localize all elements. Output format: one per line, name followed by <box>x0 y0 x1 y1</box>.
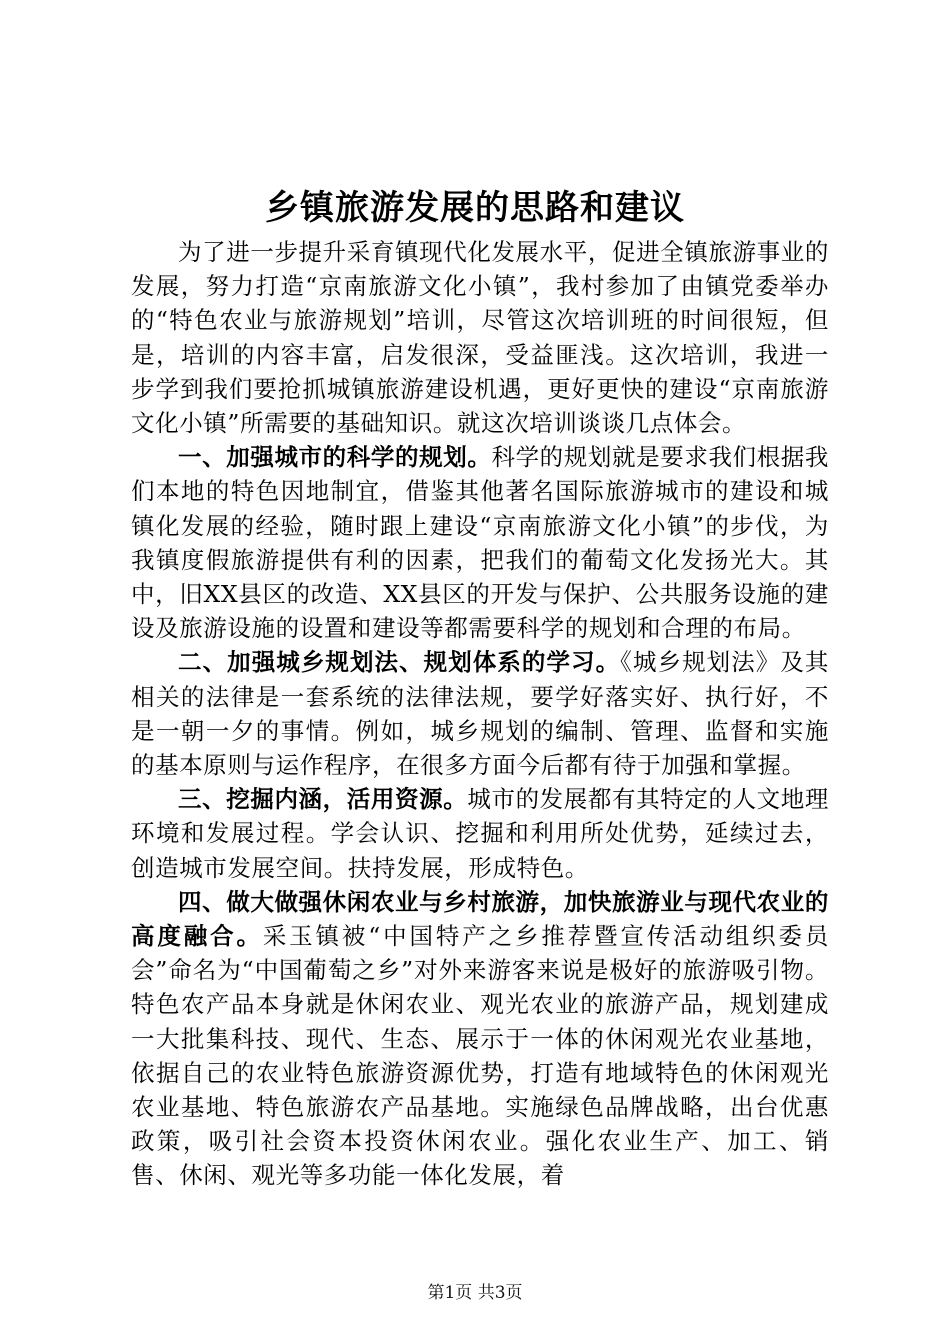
paragraph-section-4 <box>131 885 829 1193</box>
paragraph-text: 科学的规划就是要求我们根据我们本地的特色因地制宜，借鉴其他著名国际旅游城市的建设和城镇化发展的经验，随时跟上建设“京南旅游文化小镇”的步伐，为我镇度假旅游提供有利的因素，把我们的葡萄文化发扬光大。其中，旧XX县区的改造、XX县区的开发与保护、公共服务设施的建设及旅游设施的设置和建设等都需要科学的规划和合理的布局。 <box>131 443 829 643</box>
section-heading: 二、加强城乡规划法、规划体系的学习。 <box>178 648 621 677</box>
paragraph-text: 为了进一步提升采育镇现代化发展水平，促进全镇旅游事业的发展，努力打造“京南旅游文化小镇”，我村参加了由镇党委举办的“特色农业与旅游规划”培训，尽管这次培训班的时间很短，但是，培训的内容丰富，启发很深，受益匪浅。这次培训，我进一步学到我们要抢抓城镇旅游建设机遇，更好更快的建设“京南旅游文化小镇”所需要的基础知识。就这次培训谈谈几点体会。 <box>131 238 829 438</box>
paragraph-section-1 <box>131 440 829 645</box>
section-heading: 一、加强城市的科学的规划。 <box>178 443 492 472</box>
document-title: 乡镇旅游发展的思路和建议 <box>265 188 685 228</box>
page-footer: 第1页 共3页 <box>427 1283 523 1303</box>
paragraph-section-3 <box>131 782 829 885</box>
section-heading: 三、挖掘内涵，活用资源。 <box>178 785 468 814</box>
paragraph-text: 《城乡规划法》及其相关的法律是一套系统的法律法规，要学好落实好、执行好，不是一朝一夕的事情。例如，城乡规划的编制、管理、监督和实施的基本原则与运作程序，在很多方面今后都有待于加强和掌握。 <box>131 648 829 780</box>
paragraph-text: 采玉镇被“中国特产之乡推荐暨宣传活动组织委员会”命名为“中国葡萄之乡”对外来游客来说是极好的旅游吸引物。特色农产品本身就是休闲农业、观光农业的旅游产品，规划建成一大批集科技、现代、生态、展示于一体的休闲观光农业基地，依据自己的农业特色旅游资源优势，打造有地域特色的休闲观光农业基地、特色旅游农产品基地。实施绿色品牌战略，出台优惠政策，吸引社会资本投资休闲农业。强化农业生产、加工、销售、休闲、观光等多功能一体化发展，着 <box>131 922 830 1190</box>
paragraph-section-2 <box>131 645 829 782</box>
paragraph-intro <box>131 235 829 440</box>
section-heading: 四、做大做强休闲农业与乡村旅游，加快旅游业与现代农业的高度融合。 <box>131 887 829 951</box>
document-body <box>131 235 829 1193</box>
paragraph-text: 城市的发展都有其特定的人文地理环境和发展过程。学会认识、挖掘和利用所处优势，延续过去，创造城市发展空间。扶持发展，形成特色。 <box>131 785 830 882</box>
